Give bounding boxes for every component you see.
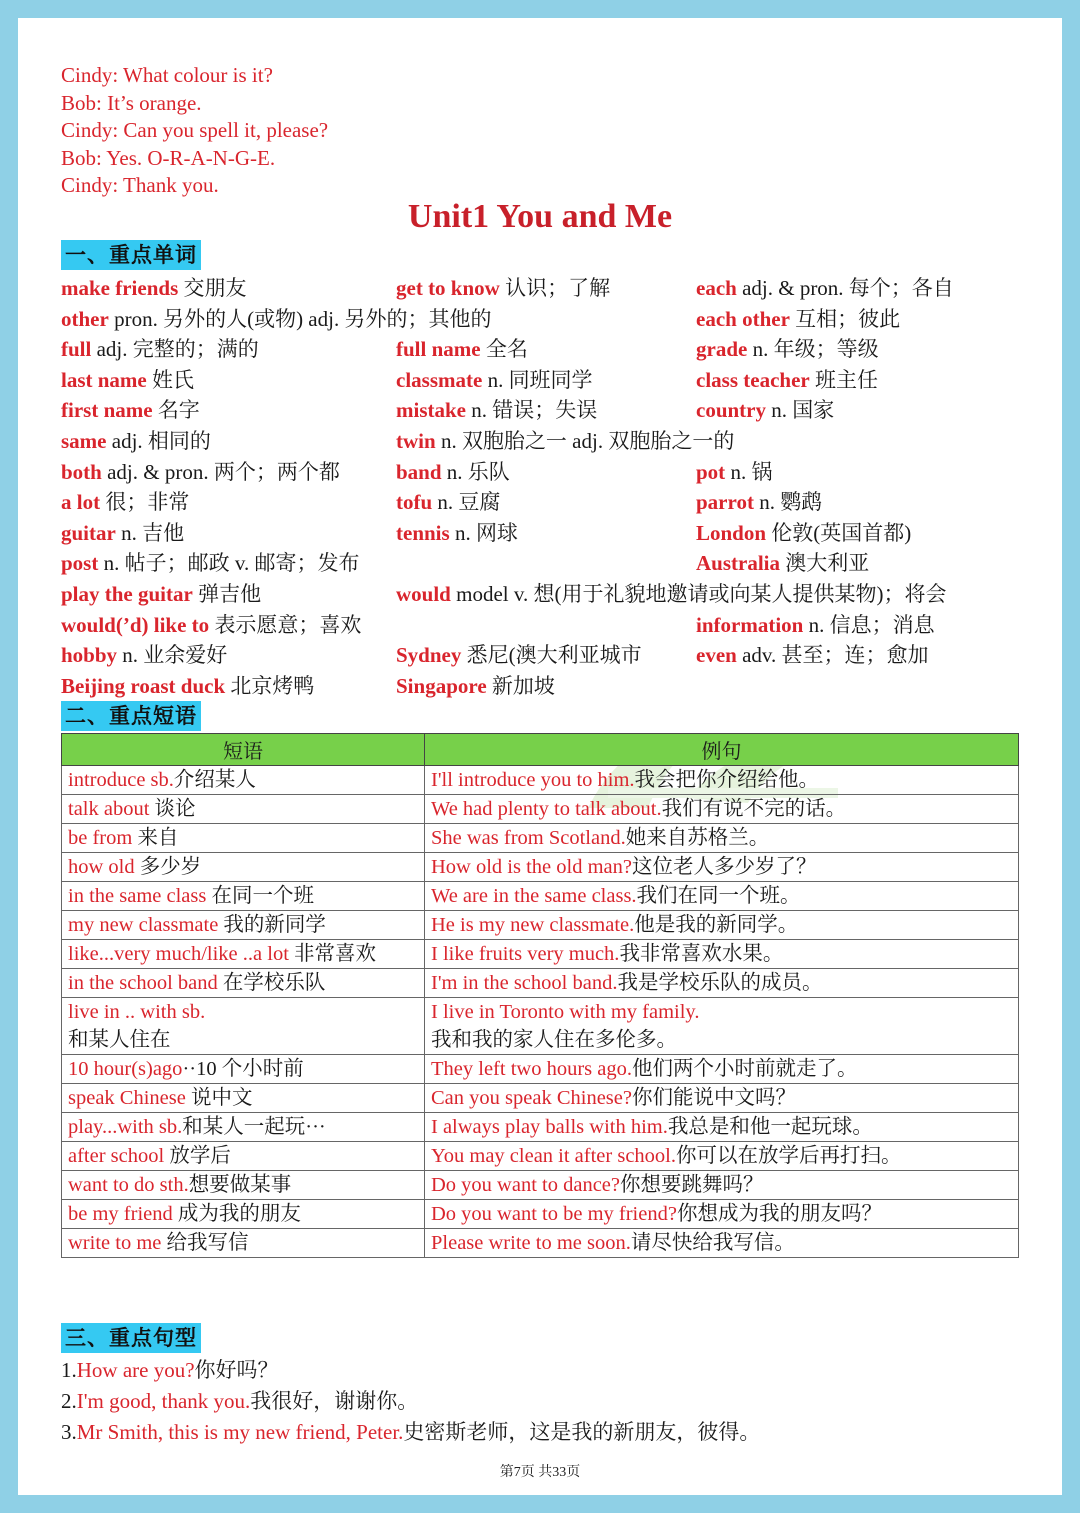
vocab-term: band — [396, 459, 442, 484]
vocab-entry — [396, 670, 555, 700]
example-cell — [425, 1084, 1019, 1113]
vocab-term: tofu — [396, 490, 433, 515]
example-english: Do you want to dance? — [431, 1174, 620, 1196]
vocab-term: full name — [396, 337, 481, 362]
vocab-definition: adj. 完整的；满的 — [91, 337, 259, 362]
vocab-entry — [61, 578, 261, 608]
phrase-cell — [62, 911, 425, 940]
vocab-definition: n. 年级；等级 — [747, 337, 879, 362]
vocab-entry — [696, 364, 878, 394]
vocab-entry — [696, 456, 772, 486]
vocab-row — [61, 425, 1051, 456]
example-cell — [425, 1055, 1019, 1084]
vocab-term: twin — [396, 428, 436, 453]
table-row — [62, 853, 1019, 882]
section-heading-words: 一、重点单词 — [61, 240, 201, 270]
example-cell — [425, 1200, 1019, 1229]
example-english: They left two hours ago. — [431, 1058, 632, 1080]
phrase-cell — [62, 1200, 425, 1229]
example-chinese: 他们两个小时前就走了。 — [631, 1058, 858, 1080]
table-row — [62, 911, 1019, 940]
vocab-term: classmate — [396, 367, 483, 392]
vocab-definition: 姓氏 — [146, 367, 194, 392]
vocab-term: full — [61, 337, 92, 362]
phrase-english: my new classmate — [68, 914, 219, 936]
vocab-definition: 交朋友 — [178, 276, 247, 300]
vocab-row — [61, 670, 1051, 701]
phrase-chinese: 放学后 — [164, 1145, 231, 1167]
phrase-chinese: 在学校乐队 — [217, 972, 326, 994]
vocab-definition: n. 吉他 — [115, 520, 185, 545]
phrase-chinese: 来自 — [132, 827, 179, 849]
example-english: We had plenty to talk about. — [431, 798, 662, 820]
phrase-chinese: 我的新同学 — [218, 914, 326, 936]
example-english: Can you speak Chinese? — [431, 1087, 632, 1109]
vocab-entry — [61, 486, 189, 516]
vocab-row — [61, 456, 1051, 487]
vocab-entry — [696, 394, 834, 424]
phrase-cell — [62, 766, 425, 795]
vocab-term: make friends — [61, 276, 179, 300]
vocab-definition: n. 错误；失误 — [466, 398, 598, 423]
vocab-entry — [61, 547, 360, 577]
sentence-english: Mr Smith, this is my new friend, Peter. — [76, 1420, 404, 1444]
phrase-english: be my friend — [68, 1203, 173, 1225]
example-english: You may clean it after school. — [431, 1145, 676, 1167]
vocab-term: grade — [696, 337, 748, 362]
vocab-entry — [396, 333, 528, 363]
vocab-definition: adv. 甚至；连；愈加 — [736, 643, 929, 668]
phrase-cell — [62, 969, 425, 998]
vocab-entry — [396, 272, 610, 302]
phrase-english: in the school band — [68, 972, 218, 994]
vocab-definition: 弹吉他 — [192, 581, 262, 606]
example-english: I live in Toronto with my family. — [431, 1001, 700, 1023]
vocab-definition: 名字 — [152, 398, 200, 423]
page-footer: 第7页 共33页 — [499, 1465, 581, 1480]
phrase-chinese: 和某人一起玩··· — [182, 1116, 326, 1138]
vocab-entry — [61, 517, 184, 547]
phrase-chinese: 和某人住在 — [68, 1029, 171, 1051]
phrase-chinese: 说中文 — [185, 1087, 253, 1109]
vocab-term: Sydney — [396, 643, 462, 668]
vocab-row — [61, 609, 1051, 640]
sentence-list — [61, 1355, 760, 1448]
vocab-definition: adj. & pron. 每个；各自 — [736, 276, 954, 300]
vocab-definition: 表示愿意；喜欢 — [209, 612, 362, 637]
vocab-entry — [696, 333, 879, 363]
vocab-definition: n. 国家 — [766, 398, 835, 423]
vocab-term: class teacher — [696, 367, 810, 392]
vocab-term: mistake — [396, 398, 466, 423]
vocab-entry — [61, 670, 314, 700]
example-english: Please write to me soon. — [431, 1232, 631, 1254]
unit-title: Unit1 You and Me — [407, 198, 673, 235]
phrase-english: like...very much/like ..a lot — [68, 943, 289, 965]
vocab-definition: adj. & pron. 两个；两个都 — [101, 459, 340, 484]
vocab-entry — [396, 517, 518, 547]
phrase-chinese: 谈论 — [149, 798, 196, 820]
example-cell — [425, 1113, 1019, 1142]
table-row — [62, 1142, 1019, 1171]
vocab-definition: 伦敦(英国首都) — [766, 520, 912, 545]
vocab-definition: n. 鹦鹉 — [753, 490, 823, 515]
phrase-chinese: 在同一个班 — [206, 885, 314, 907]
dialog-line: Cindy: What colour is it? — [61, 63, 273, 87]
vocab-row — [61, 578, 1051, 609]
vocab-term: get to know — [396, 276, 500, 300]
vocab-entry — [61, 639, 227, 669]
phrase-english: how old — [68, 856, 135, 878]
example-cell — [425, 1142, 1019, 1171]
dialog-line: Cindy: Thank you. — [61, 173, 219, 197]
dialog-line: Bob: It’s orange. — [61, 90, 202, 115]
vocab-definition: n. 业余爱好 — [117, 643, 228, 668]
phrase-chinese: 非常喜欢 — [288, 943, 377, 965]
vocab-entry — [696, 517, 911, 547]
example-cell — [425, 998, 1019, 1055]
phrase-english: 10 hour(s)ago — [68, 1058, 183, 1080]
example-english: Do you want to be my friend? — [431, 1203, 677, 1225]
sentence-number: 1. — [61, 1358, 77, 1382]
vocab-term: play the guitar — [61, 581, 193, 606]
phrase-cell — [62, 1084, 425, 1113]
vocab-term: information — [696, 612, 804, 637]
phrase-english: after school — [68, 1145, 165, 1167]
vocab-entry — [396, 425, 734, 455]
table-row — [62, 882, 1019, 911]
example-chinese: 你可以在放学后再打扫。 — [676, 1145, 902, 1167]
vocab-definition: 很；非常 — [100, 490, 190, 515]
table-row — [62, 1084, 1019, 1113]
phrase-english: speak Chinese — [68, 1087, 186, 1109]
example-chinese: 请尽快给我写信。 — [630, 1232, 795, 1254]
header-example: 例句 — [425, 734, 1019, 766]
vocab-term: pot — [696, 459, 726, 484]
vocab-entry — [61, 333, 259, 363]
section-heading-phrases: 二、重点短语 — [61, 701, 201, 731]
table-header-row — [62, 734, 1019, 766]
example-english: I like fruits very much. — [431, 943, 620, 965]
phrase-chinese: 成为我的朋友 — [172, 1203, 301, 1225]
example-cell — [425, 824, 1019, 853]
sentence-item — [61, 1355, 760, 1386]
example-english: I'm in the school band. — [431, 972, 618, 994]
example-chinese: 我是学校乐队的成员。 — [617, 972, 823, 994]
table-row — [62, 1113, 1019, 1142]
example-chinese: 我总是和他一起玩球。 — [667, 1116, 873, 1138]
vocab-entry — [61, 303, 491, 333]
vocab-term: country — [696, 398, 766, 423]
header-phrase: 短语 — [62, 734, 425, 766]
vocab-entry — [61, 456, 340, 486]
vocab-term: a lot — [61, 490, 101, 515]
phrase-chinese: 介绍某人 — [173, 769, 256, 791]
phrase-cell — [62, 940, 425, 969]
phrase-cell — [62, 882, 425, 911]
example-chinese: 他是我的新同学。 — [634, 914, 799, 936]
vocab-term: each other — [696, 306, 790, 331]
example-cell — [425, 882, 1019, 911]
phrase-chinese: 想要做某事 — [188, 1174, 292, 1196]
example-english: I'll introduce you to him. — [431, 769, 635, 791]
vocab-term: would — [396, 581, 451, 606]
vocab-definition: 悉尼(澳大利亚城市 — [461, 643, 642, 668]
table-row — [62, 824, 1019, 853]
vocab-entry — [696, 639, 929, 669]
example-chinese: 你们能说中文吗？ — [631, 1087, 796, 1109]
sentence-chinese: 史密斯老师，这是我的新朋友，彼得。 — [403, 1420, 761, 1444]
dialog-line: Bob: Yes. O-R-A-N-G-E. — [61, 145, 276, 170]
phrase-cell — [62, 853, 425, 882]
table-row — [62, 1171, 1019, 1200]
vocab-term: last name — [61, 367, 147, 392]
vocab-list — [61, 272, 1051, 700]
vocab-definition: n. 信息；消息 — [803, 612, 935, 637]
example-chinese: 这位老人多少岁了？ — [632, 856, 817, 878]
phrase-cell — [62, 1113, 425, 1142]
vocab-row — [61, 364, 1051, 395]
vocab-term: both — [61, 459, 102, 484]
vocab-definition: n. 乐队 — [441, 459, 510, 484]
example-chinese: 你想要跳舞吗？ — [620, 1174, 764, 1196]
vocab-entry — [396, 639, 642, 669]
vocab-definition: n. 双胞胎之一 adj. 双胞胎之一的 — [435, 428, 735, 453]
example-english: How old is the old man? — [431, 856, 632, 878]
example-chinese: 你想成为我的朋友吗？ — [676, 1203, 882, 1225]
vocab-definition: 班主任 — [809, 367, 878, 392]
vocab-definition: 澳大利亚 — [780, 551, 870, 576]
vocab-term: hobby — [61, 643, 118, 668]
vocab-definition: pron. 另外的人(或物) adj. 另外的；其他的 — [108, 306, 492, 331]
document-page — [18, 18, 1062, 1495]
phrase-english: in the same class — [68, 885, 207, 907]
vocab-definition: 全名 — [480, 337, 528, 362]
phrase-cell — [62, 1055, 425, 1084]
vocab-term: each — [696, 276, 737, 300]
phrase-cell — [62, 1229, 425, 1258]
vocab-row — [61, 517, 1051, 548]
vocab-entry — [696, 609, 935, 639]
vocab-entry — [696, 547, 869, 577]
table-row — [62, 969, 1019, 998]
vocab-definition: n. 豆腐 — [432, 490, 501, 515]
vocab-term: other — [61, 306, 109, 331]
vocab-entry — [396, 486, 500, 516]
phrase-chinese: ··10 个小时前 — [182, 1058, 304, 1080]
vocab-entry — [61, 364, 194, 394]
vocab-term: post — [61, 551, 99, 576]
phrase-cell — [62, 998, 425, 1055]
sentence-english: How are you? — [76, 1358, 195, 1382]
example-cell — [425, 1171, 1019, 1200]
vocab-definition: n. 网球 — [449, 520, 518, 545]
sentence-english: I'm good, thank you. — [76, 1389, 251, 1413]
phrase-english: write to me — [68, 1232, 162, 1254]
vocab-row — [61, 394, 1051, 425]
sentence-chinese: 你好吗？ — [194, 1358, 279, 1382]
vocab-term: would(’d) like to — [61, 612, 210, 637]
example-cell — [425, 969, 1019, 998]
phrase-chinese: 给我写信 — [161, 1232, 249, 1254]
vocab-entry — [396, 578, 946, 608]
vocab-entry — [396, 394, 597, 424]
example-cell — [425, 795, 1019, 824]
vocab-term: tennis — [396, 520, 450, 545]
vocab-term: first name — [61, 398, 153, 423]
vocab-definition: 认识；了解 — [499, 276, 611, 300]
table-row — [62, 1229, 1019, 1258]
sentence-number: 3. — [61, 1420, 77, 1444]
example-cell — [425, 940, 1019, 969]
table-row — [62, 1200, 1019, 1229]
vocab-entry — [696, 272, 954, 302]
vocab-definition: 互相；彼此 — [789, 306, 901, 331]
vocab-entry — [396, 456, 510, 486]
vocab-entry — [61, 394, 200, 424]
vocab-term: guitar — [61, 520, 116, 545]
phrase-cell — [62, 1171, 425, 1200]
vocab-row — [61, 303, 1051, 334]
vocab-definition: n. 锅 — [725, 459, 773, 484]
table-row — [62, 795, 1019, 824]
vocab-term: same — [61, 428, 107, 453]
sentence-item — [61, 1386, 760, 1417]
vocab-row — [61, 639, 1051, 670]
vocab-definition: 新加坡 — [486, 673, 555, 698]
example-cell — [425, 911, 1019, 940]
vocab-definition: adj. 相同的 — [106, 428, 211, 453]
vocab-entry — [61, 425, 211, 455]
table-row — [62, 998, 1019, 1055]
vocab-term: Singapore — [396, 673, 487, 698]
example-english: We are in the same class. — [431, 885, 637, 907]
phrase-cell — [62, 1142, 425, 1171]
vocab-term: Beijing roast duck — [61, 673, 226, 698]
sentence-chinese: 我很好，谢谢你。 — [250, 1389, 419, 1413]
example-chinese: 我们有说不完的话。 — [661, 798, 847, 820]
example-chinese: 她来自苏格兰。 — [625, 827, 770, 849]
table-row — [62, 766, 1019, 795]
vocab-entry — [696, 303, 900, 333]
example-cell — [425, 1229, 1019, 1258]
table-row — [62, 1055, 1019, 1084]
dialog-block — [61, 62, 328, 200]
sentence-number: 2. — [61, 1389, 77, 1413]
vocab-entry — [696, 486, 822, 516]
sentence-item — [61, 1417, 760, 1448]
example-cell — [425, 766, 1019, 795]
vocab-definition: model v. 想(用于礼貌地邀请或向某人提供某物)；将会 — [450, 581, 947, 606]
vocab-term: parrot — [696, 490, 754, 515]
table-row — [62, 940, 1019, 969]
vocab-definition: 北京烤鸭 — [225, 673, 315, 698]
phrase-english: introduce sb. — [68, 769, 174, 791]
vocab-entry — [61, 609, 361, 639]
vocab-term: London — [696, 520, 767, 545]
vocab-term: even — [696, 643, 737, 668]
example-english: I always play balls with him. — [431, 1116, 668, 1138]
phrase-english: be from — [68, 827, 133, 849]
vocab-entry — [396, 364, 593, 394]
example-english: She was from Scotland. — [431, 827, 626, 849]
phrase-english: live in .. with sb. — [68, 1001, 206, 1023]
phrase-english: talk about — [68, 798, 150, 820]
phrase-english: want to do sth. — [68, 1174, 189, 1196]
example-cell — [425, 853, 1019, 882]
example-chinese: 我非常喜欢水果。 — [619, 943, 784, 965]
vocab-term: Australia — [696, 551, 780, 576]
example-chinese: 我和我的家人住在多伦多。 — [431, 1029, 677, 1051]
phrase-english: play...with sb. — [68, 1116, 183, 1138]
vocab-row — [61, 272, 1051, 303]
dialog-line: Cindy: Can you spell it, please? — [61, 118, 329, 142]
phrase-cell — [62, 824, 425, 853]
example-chinese: 我们在同一个班。 — [636, 885, 801, 907]
vocab-entry — [61, 272, 247, 302]
phrase-table — [61, 733, 1019, 1258]
vocab-row — [61, 486, 1051, 517]
vocab-row — [61, 547, 1051, 578]
example-english: He is my new classmate. — [431, 914, 635, 936]
phrase-cell — [62, 795, 425, 824]
vocab-row — [61, 333, 1051, 364]
phrase-chinese: 多少岁 — [134, 856, 202, 878]
vocab-definition: n. 同班同学 — [482, 367, 593, 392]
section-heading-sentences: 三、重点句型 — [61, 1323, 201, 1353]
vocab-definition: n. 帖子；邮政 v. 邮寄；发布 — [98, 551, 360, 576]
example-chinese: 我会把你介绍给他。 — [634, 769, 820, 791]
